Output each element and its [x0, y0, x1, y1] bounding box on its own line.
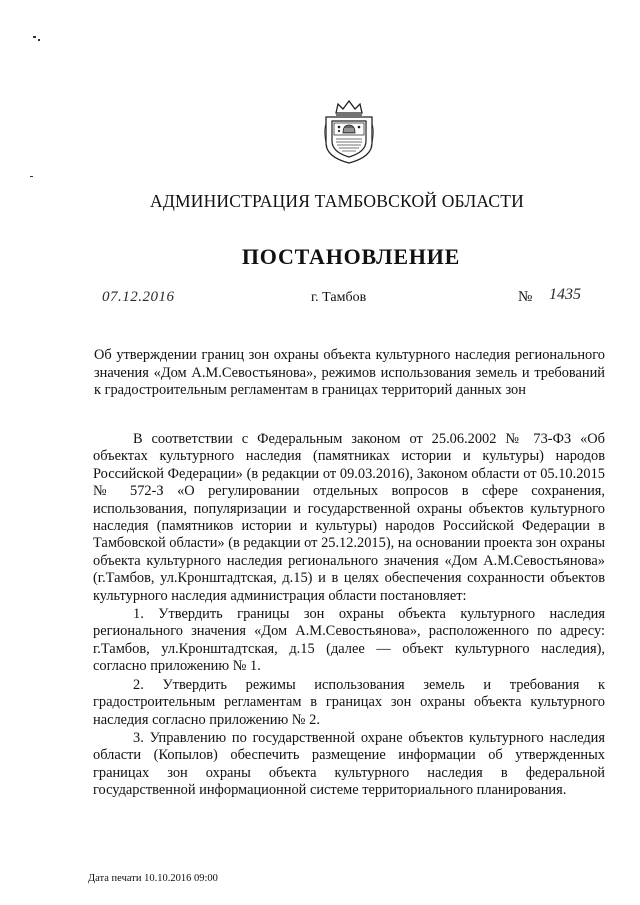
scan-mark [38, 39, 40, 41]
document-subject: Об утверждении границ зон охраны объекта культурного наследия регионального значения «Дом А.М.Севостьянова», режимов использования земель и требований к градостроительным регламентам в границах территорий данных зон [94, 347, 605, 399]
document-city: г. Тамбов [311, 290, 367, 305]
organization-name: АДМИНИСТРАЦИЯ ТАМБОВСКОЙ ОБЛАСТИ [150, 191, 524, 211]
document-number-prefix: № [518, 289, 533, 305]
scan-mark [33, 36, 36, 38]
print-date-footer: Дата печати 10.10.2016 09:00 [88, 873, 218, 884]
body-intro-paragraph: В соответствии с Федеральным законом от 25.06.2002 № 73-ФЗ «Об объектах культурного наследия (памятниках истории и культуры) народов Российской Федерации» (в редакции от 09.03.2016), Законом области от 05.10.2015 № 572-З «О регулировании отдельных вопросов в сфере сохранения, использования, популяризации и государственной охраны объектов культурного наследия (памятников истории и культуры) народов Российской Федерации в Тамбовской области» (в редакции от 25.12.2015), на основании проекта зон охраны объекта культурного наследия регионального значения «Дом А.М.Севостьянова» (г.Тамбов, ул.Кронштадтская, д.15) и в целях обеспечения сохранности объектов культурного наследия администрация области постановляет: [93, 431, 606, 604]
document-date: 07.12.2016 [102, 289, 175, 305]
scan-mark [30, 176, 33, 177]
tambov-coat-of-arms-emblem [322, 99, 376, 165]
body-item-3: 3. Управлению по государственной охране объектов культурного наследия области (Копылов) обеспечить размещение информации об утвержденных границах зон охраны объекта культурного наследия в федеральной государственной информационной системе территориального планирования. [93, 729, 605, 799]
document-type-title: ПОСТАНОВЛЕНИЕ [241, 244, 461, 269]
document-body [93, 431, 605, 801]
body-item-2: 2. Утвердить режимы использования земель и требования к градостроительным регламентам в границах зон охраны объекта культурного наследия согласно приложению № 2. [93, 676, 605, 728]
document-number: 1435 [549, 286, 581, 303]
body-item-1: 1. Утвердить границы зон охраны объекта культурного наследия регионального значения «Дом А.М.Севостьянова», расположенного по адресу: г.Тамбов, ул.Кронштадтская, д.15 (далее — объект культурного наследия), согласно приложению № 1. [93, 606, 605, 675]
